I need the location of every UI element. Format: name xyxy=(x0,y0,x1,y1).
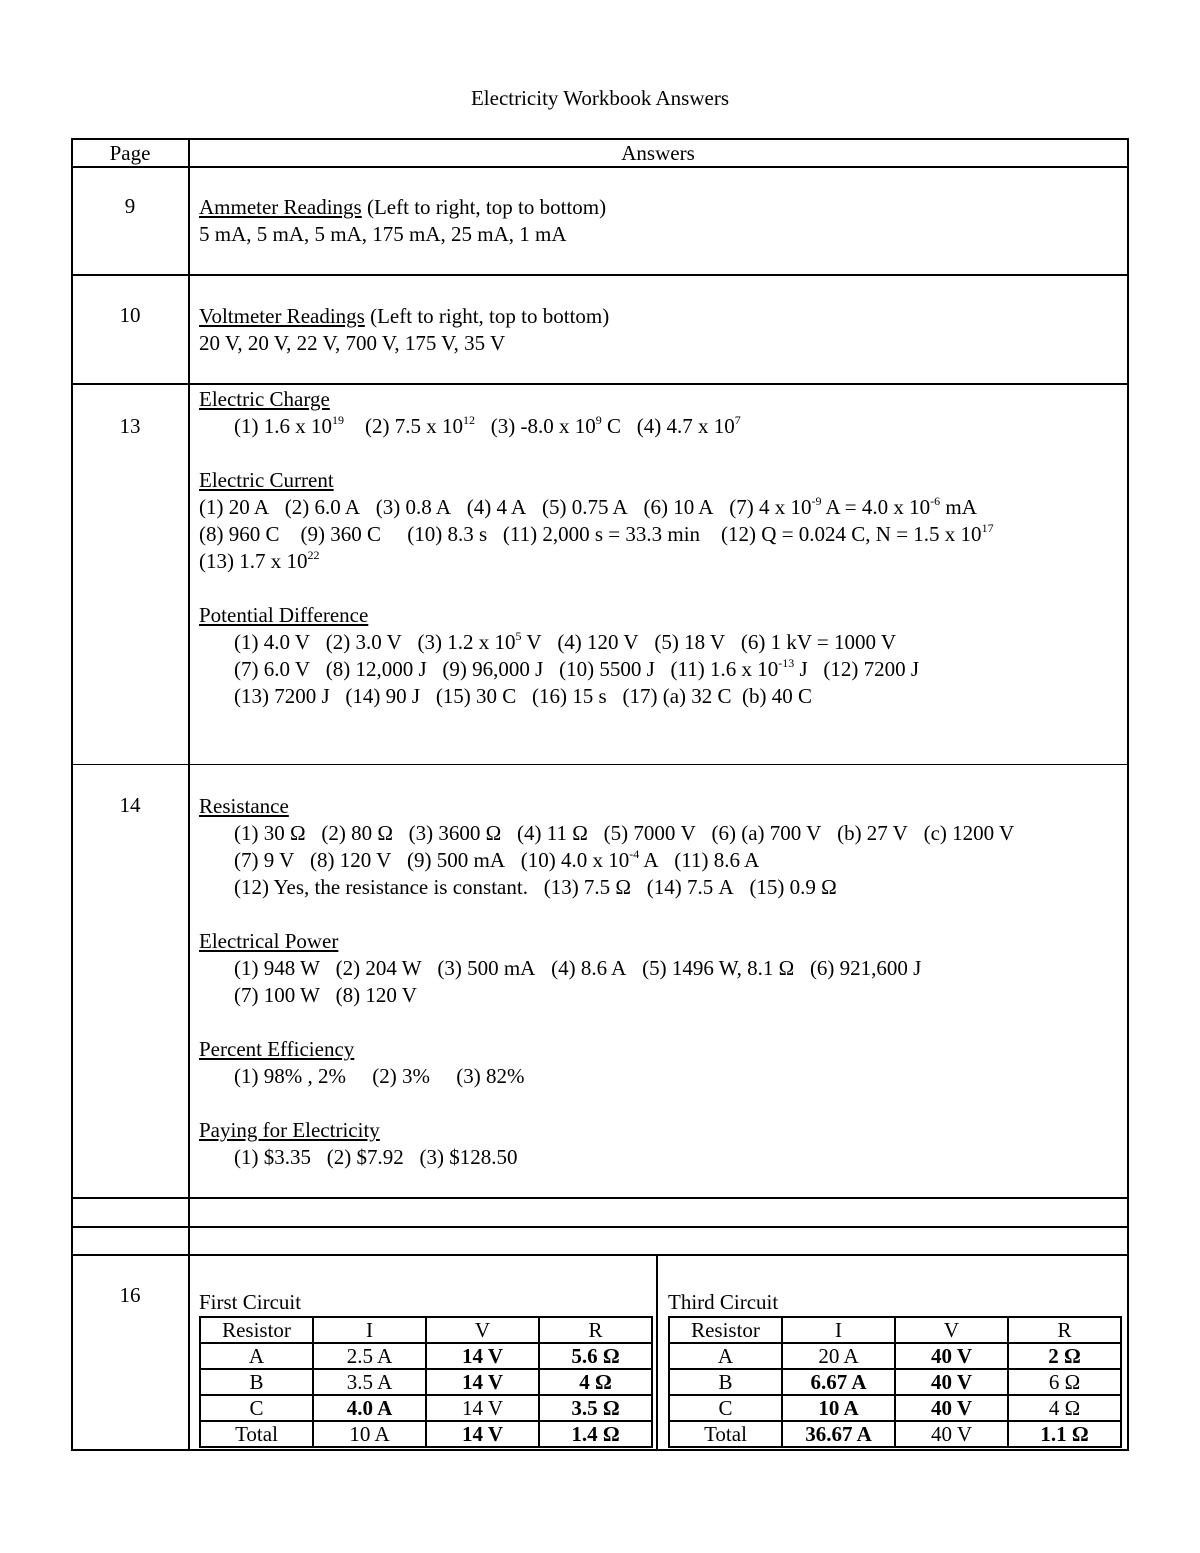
circuit-caption: First Circuit xyxy=(199,1290,302,1314)
table-cell: 20 A xyxy=(782,1343,895,1369)
table-cell: 4 Ω xyxy=(539,1369,652,1395)
row-answers xyxy=(199,194,606,248)
table-row xyxy=(200,1317,652,1343)
third-circuit xyxy=(668,1289,1122,1448)
column-header: V xyxy=(895,1317,1008,1343)
row-page-number: 13 xyxy=(119,414,141,438)
row-answers xyxy=(199,303,609,357)
table-row xyxy=(669,1395,1121,1421)
section-heading: Paying for Electricity xyxy=(199,1118,380,1142)
answer-line: 20 V, 20 V, 22 V, 700 V, 175 V, 35 V xyxy=(199,331,506,355)
answer-line: 5 mA, 5 mA, 5 mA, 175 mA, 25 mA, 1 mA xyxy=(199,222,567,246)
table-border-right xyxy=(1127,138,1129,1451)
column-header: Resistor xyxy=(669,1317,782,1343)
answers-table xyxy=(71,138,1129,1451)
answer-line: (1) 30 Ω (2) 80 Ω (3) 3600 Ω (4) 11 Ω (5) 7000 V (6) (a) 700 V (b) 27 V (c) 1200 V xyxy=(234,821,1015,845)
table-cell: 6 Ω xyxy=(1008,1369,1121,1395)
table-cell: 5.6 Ω xyxy=(539,1343,652,1369)
column-header: V xyxy=(426,1317,539,1343)
table-row xyxy=(669,1421,1121,1447)
table-row xyxy=(200,1343,652,1369)
column-header: I xyxy=(782,1317,895,1343)
page-title: Electricity Workbook Answers xyxy=(470,86,730,110)
header-page: Page xyxy=(109,141,151,165)
section-heading: Resistance xyxy=(199,794,289,818)
first-circuit xyxy=(199,1289,653,1448)
answer-line: (7) 100 W (8) 120 V xyxy=(234,983,417,1007)
row-page-number: 9 xyxy=(124,194,136,218)
table-cell: 4.0 A xyxy=(313,1395,426,1421)
table-cell: B xyxy=(200,1369,313,1395)
table-row xyxy=(669,1369,1121,1395)
column-header: I xyxy=(313,1317,426,1343)
circuit-caption: Third Circuit xyxy=(668,1290,779,1314)
table-cell: 2.5 A xyxy=(313,1343,426,1369)
answer-line: (7) 6.0 V (8) 12,000 J (9) 96,000 J (10) 5500 J (11) 1.6 x $10^{-13}$ J (12) 7200 J xyxy=(234,656,920,681)
table-cell: 14 V xyxy=(426,1421,539,1447)
answer-line: (1) 948 W (2) 204 W (3) 500 mA (4) 8.6 A (5) 1496 W, 8.1 Ω (6) 921,600 J xyxy=(234,956,922,980)
row-divider xyxy=(71,1226,1129,1228)
table-cell: 40 V xyxy=(895,1343,1008,1369)
table-row xyxy=(669,1317,1121,1343)
section-heading: Percent Efficiency xyxy=(199,1037,355,1061)
table-cell: 1.4 Ω xyxy=(539,1421,652,1447)
table-row xyxy=(669,1343,1121,1369)
table-cell: 10 A xyxy=(313,1421,426,1447)
table-cell: 3.5 Ω xyxy=(539,1395,652,1421)
table-cell: B xyxy=(669,1369,782,1395)
table-cell: C xyxy=(200,1395,313,1421)
table-cell: 40 V xyxy=(895,1421,1008,1447)
table-row xyxy=(200,1369,652,1395)
table-cell: 36.67 A xyxy=(782,1421,895,1447)
answer-line: (13) 1.7 x $10^{22}$ xyxy=(199,548,320,573)
subtable-divider xyxy=(656,1254,658,1451)
table-row xyxy=(200,1395,652,1421)
header-divider xyxy=(71,166,1129,168)
table-cell: 3.5 A xyxy=(313,1369,426,1395)
table-cell: A xyxy=(200,1343,313,1369)
answer-line: (1) $3.35 (2) $7.92 (3) $128.50 xyxy=(234,1145,518,1169)
answer-line: (1) 4.0 V (2) 3.0 V (3) 1.2 x $10^5$ V (4) 120 V (5) 18 V (6) 1 kV = 1000 V xyxy=(234,629,897,654)
table-cell: 10 A xyxy=(782,1395,895,1421)
answer-line: (1) 98% , 2% (2) 3% (3) 82% xyxy=(234,1064,525,1088)
column-header: R xyxy=(539,1317,652,1343)
row-page-number: 14 xyxy=(119,793,141,817)
table-cell: A xyxy=(669,1343,782,1369)
section-heading: Electric Charge xyxy=(199,387,330,411)
answer-line: (8) 960 C (9) 360 C (10) 8.3 s (11) 2,000 s = 33.3 min (12) Q = 0.024 C, N = 1.5 x $10^{17}$ xyxy=(199,521,994,546)
answer-line: (13) 7200 J (14) 90 J (15) 30 C (16) 15 s (17) (a) 32 C (b) 40 C xyxy=(234,684,813,708)
section-heading: Ammeter Readings (Left to right, top to bottom) xyxy=(199,195,607,219)
header-answers: Answers xyxy=(621,141,695,165)
section-heading: Electric Current xyxy=(199,468,334,492)
row-divider xyxy=(71,1197,1129,1199)
table-cell: Total xyxy=(200,1421,313,1447)
table-border-bottom xyxy=(71,1449,1129,1451)
row-answers xyxy=(199,386,994,710)
table-cell: 14 V xyxy=(426,1395,539,1421)
row-divider xyxy=(71,764,1129,765)
table-cell: 40 V xyxy=(895,1395,1008,1421)
answer-line: (7) 9 V (8) 120 V (9) 500 mA (10) 4.0 x $10^{-4}$ A (11) 8.6 A xyxy=(234,847,760,872)
answer-line: (1) 20 A (2) 6.0 A (3) 0.8 A (4) 4 A (5) 0.75 A (6) 10 A (7) 4 x $10^{-9}$ A = 4.0 x $10^{-6}$ mA xyxy=(199,494,977,519)
answer-line: (12) Yes, the resistance is constant. (13) 7.5 Ω (14) 7.5 A (15) 0.9 Ω xyxy=(234,875,837,899)
circuit-table xyxy=(668,1316,1122,1448)
table-row xyxy=(200,1421,652,1447)
table-cell: 6.67 A xyxy=(782,1369,895,1395)
row-divider xyxy=(71,274,1129,276)
table-cell: 1.1 Ω xyxy=(1008,1421,1121,1447)
section-heading: Voltmeter Readings (Left to right, top to bottom) xyxy=(199,304,610,328)
table-cell: 14 V xyxy=(426,1369,539,1395)
section-heading: Electrical Power xyxy=(199,929,339,953)
table-cell: 40 V xyxy=(895,1369,1008,1395)
table-cell: 4 Ω xyxy=(1008,1395,1121,1421)
table-cell: C xyxy=(669,1395,782,1421)
column-header: R xyxy=(1008,1317,1121,1343)
row-page-number: 10 xyxy=(119,303,141,327)
table-cell: 2 Ω xyxy=(1008,1343,1121,1369)
answer-line: (1) 1.6 x $10^{19}$ (2) 7.5 x $10^{12}$ (3) -8.0 x $10^9$ C (4) 4.7 x $10^7$ xyxy=(234,413,741,438)
row-page-number: 16 xyxy=(119,1283,141,1307)
row-divider xyxy=(71,383,1129,385)
table-cell: Total xyxy=(669,1421,782,1447)
section-heading: Potential Difference xyxy=(199,603,369,627)
circuit-table xyxy=(199,1316,653,1448)
table-cell: 14 V xyxy=(426,1343,539,1369)
row-answers xyxy=(199,793,1014,1171)
column-header: Resistor xyxy=(200,1317,313,1343)
row-divider xyxy=(71,1254,1129,1256)
